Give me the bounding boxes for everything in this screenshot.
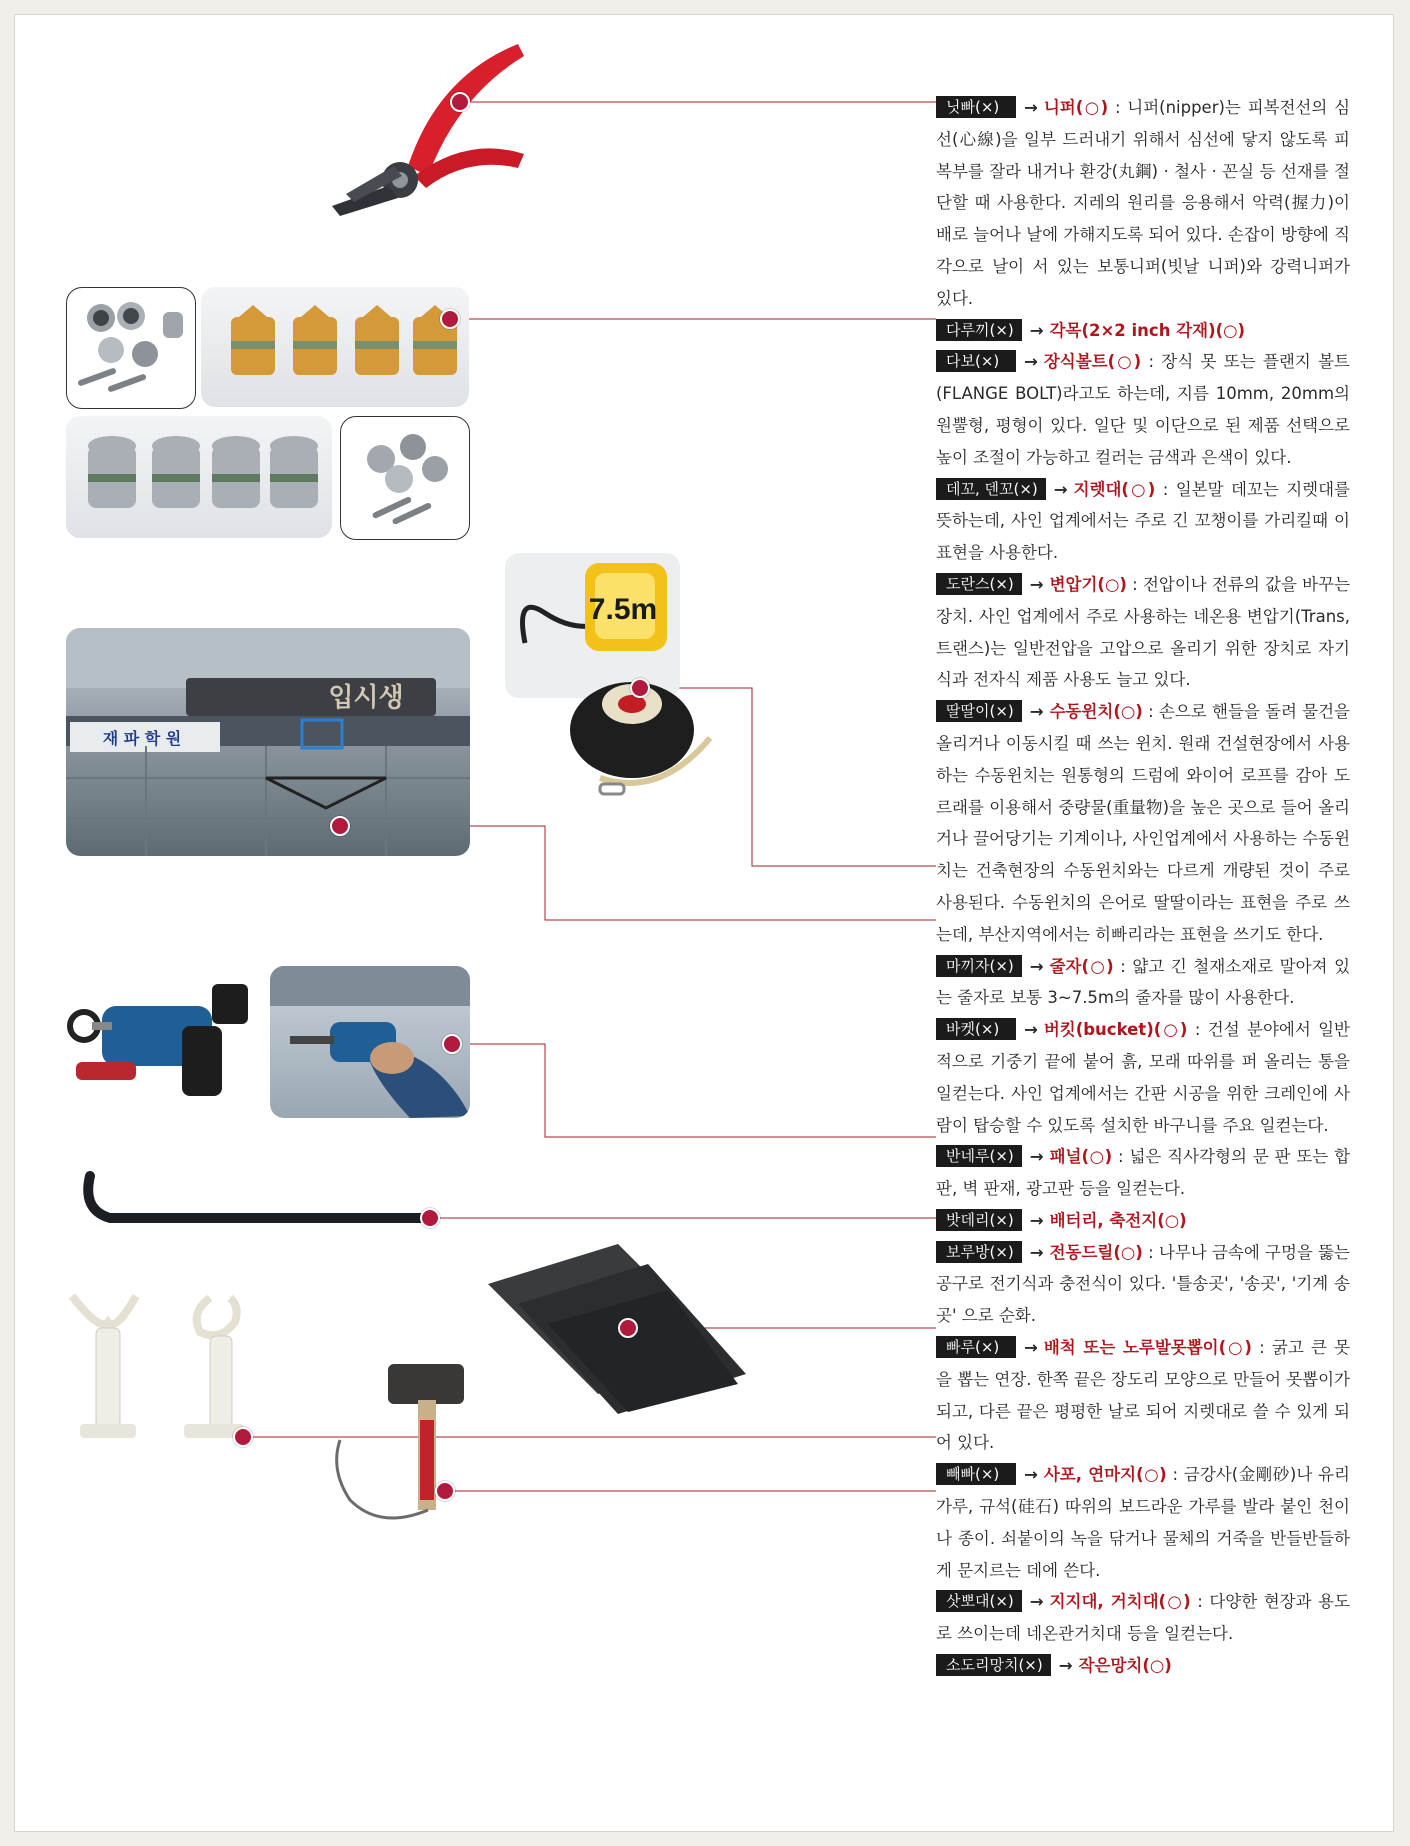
drill-in-use-image (270, 966, 470, 1118)
building-sign: 재 파 학 원 (102, 729, 182, 748)
bolt-marker-dot (440, 309, 460, 329)
arrow: → (1029, 1242, 1044, 1262)
correct-term: 전동드릴(○) (1049, 1242, 1143, 1262)
glossary-list (936, 92, 1350, 1682)
crowbar-marker-dot (420, 1208, 440, 1228)
correct-term: 니퍼(○) (1043, 98, 1109, 117)
correct-term: 버킷(bucket)(○) (1043, 1020, 1188, 1040)
definition: : 나무나 금속에 구멍을 뚫는 공구로 전기식과 충전식이 있다. '틀송곳', '송곳', '기계 송곳' 으로 순화. (936, 1242, 1350, 1326)
glossary-entry (936, 92, 1350, 315)
silver-bolts-image (66, 416, 332, 538)
crowbar-image (70, 1170, 440, 1250)
arrow: → (1024, 98, 1038, 117)
glossary-entry (936, 1650, 1350, 1682)
bolt-parts-image (340, 416, 470, 540)
wrong-term: 데꼬, 덴꼬(×) (936, 478, 1046, 500)
definition: : 니퍼(nipper)는 피복전선의 심선(心線)을 일부 드러내기 위해서 심선에 닿지 않도록 피복부를 잘라 내거나 환강(丸鋼) · 철사 · 꼰실 등 선재를 절단할 때 사용한다. 지레의 원리를 응용해서 악력(握力)이 배로 늘어나 날에 가해지도록 되어 있다. 손잡이 방향에 직각으로 날이 서 있는 보통니퍼(빗날 니퍼)와 강력니퍼가 있다. (936, 98, 1351, 308)
nipper-image (318, 16, 528, 226)
sandpaper-marker-dot (618, 1318, 638, 1338)
definition: : 일본말 데꼬는 지렛대를 뜻하는데, 사인 업계에서는 주로 긴 꼬챙이를 가리킬때 이 표현을 사용한다. (936, 479, 1350, 563)
definition: : 금강사(金剛砂)나 유리 가루, 규석(硅石) 따위의 보드라운 가루를 발라 붙인 천이나 종이. 쇠붙이의 녹을 닦거나 물체의 거죽을 반들반들하게 문지르는 데에 쓴다. (936, 1465, 1350, 1580)
definition: : 전압이나 전류의 값을 바꾸는 장치. 사인 업계에서 주로 사용하는 네온용 변압기(Trans, 트랜스)는 일반전압을 고압으로 올리기 위한 장치로 자기식과 전자식 제품 사용도 늘고 있다. (936, 574, 1351, 690)
glossary-entry (936, 474, 1350, 569)
definition: : 장식 못 또는 플랜지 볼트(FLANGE BOLT)라고도 하는데, 지름 10mm, 20mm의 원뿔형, 평형이 있다. 일단 및 이단으로 된 제품 선택으로 높이 조절이 가능하고 컬러는 금색과 은색이 있다. (936, 352, 1350, 467)
wrong-term: 빠루(×) (936, 1336, 1016, 1358)
wrong-term: 밧데리(×) (936, 1209, 1022, 1231)
arrow: → (1029, 1210, 1044, 1230)
bucket-crane-image (66, 628, 470, 856)
glossary-entry (936, 1459, 1350, 1586)
glossary-entry (936, 569, 1350, 696)
correct-term: 각목(2×2 inch 각재)(○) (1049, 320, 1246, 340)
leader-drill (452, 1044, 936, 1137)
correct-term: 패널(○) (1049, 1147, 1113, 1167)
wrong-term: 보루방(×) (936, 1241, 1022, 1263)
arrow: → (1053, 479, 1068, 499)
arrow: → (1029, 702, 1044, 722)
nipper-marker-dot (450, 92, 470, 112)
gold-bolts-image (201, 287, 469, 407)
glossary-entry (936, 1141, 1350, 1205)
definition: : 넓은 직사각형의 문 판 또는 합판, 벽 판재, 광고판 등을 일컫는다. (936, 1147, 1351, 1199)
wrong-term: 도란스(×) (936, 573, 1022, 595)
hammer-drill-image (62, 966, 262, 1106)
wrong-term: 소도리망치(×) (936, 1654, 1051, 1676)
glossary-entry (936, 951, 1350, 1015)
definition: : 굵고 큰 못을 뽑는 연장. 한쪽 끝은 장도리 모양으로 만들어 못뽑이가 되고, 다른 끝은 평평한 날로 되어 지렛대로 쓸 수 있게 되어 있다. (936, 1338, 1351, 1453)
correct-term: 배터리, 축전지(○) (1049, 1210, 1187, 1230)
wrong-term: 반네루(×) (936, 1145, 1022, 1167)
arrow: → (1029, 574, 1044, 594)
correct-term: 줄자(○) (1049, 956, 1114, 976)
glossary-entry (936, 346, 1350, 473)
sandpaper-image (478, 1244, 746, 1414)
wrong-term: 다보(×) (936, 350, 1016, 372)
definition: : 다양한 현장과 용도로 쓰이는데 네온관거치대 등을 일컫는다. (936, 1592, 1350, 1644)
definition: : 건설 분야에서 일반적으로 기중기 끝에 붙어 흙, 모래 따위를 퍼 올리는 통을 일컫는다. 사인 업계에서는 간판 시공을 위한 크레인에 사람이 탑승할 수 있도록 설치한 바구니를 주요 일컫는다. (936, 1020, 1350, 1135)
correct-term: 장식볼트(○) (1043, 352, 1142, 372)
arrow: → (1029, 1147, 1044, 1167)
bucket-marker-dot (330, 816, 350, 836)
neon-stand-image (60, 1292, 260, 1452)
hammer-image (320, 1360, 470, 1550)
glossary-entry (936, 1014, 1350, 1141)
tape-label: 7.5m (588, 593, 658, 626)
arrow: → (1029, 320, 1044, 340)
wrong-term: 딸딸이(×) (936, 700, 1022, 722)
definition: : 손으로 핸들을 돌려 물건을 올리거나 이동시킬 때 쓰는 윈치. 원래 건설현장에서 사용하는 수동윈치는 원통형의 드럼에 와이어 로프를 감아 도르래를 이용해서 중량물(重量物)을 높은 곳으로 들어 올리거나 끌어당기는 기계이나, 사인업계에서 사용하는 수동윈치는 건축현장의 수동윈치와는 다르게 개량된 것이 주로 사용된다. 수동윈치의 은어로 딸딸이라는 표현을 주로 쓰는데, 부산지역에서는 히빠리라는 표현을 쓰기도 한다. (936, 702, 1351, 944)
wrong-term: 빼빠(×) (936, 1463, 1016, 1485)
wrong-term: 다루끼(×) (936, 319, 1022, 341)
arrow: → (1029, 956, 1044, 976)
definition: : 얇고 긴 철재소재로 말아져 있는 줄자로 보통 3~7.5m의 줄자를 많이 사용한다. (936, 956, 1351, 1008)
correct-term: 지지대, 거치대(○) (1049, 1592, 1191, 1612)
wrong-term: 삿뽀대(×) (936, 1590, 1022, 1612)
wrong-term: 바켓(×) (936, 1018, 1016, 1040)
drill-marker-dot (442, 1034, 462, 1054)
hammer-marker-dot (435, 1481, 455, 1501)
glossary-entry (936, 1237, 1350, 1332)
wrong-term: 닛빠(×) (936, 96, 1016, 118)
correct-term: 지렛대(○) (1073, 479, 1156, 499)
stand-marker-dot (233, 1427, 253, 1447)
arrow: → (1024, 1338, 1038, 1358)
building-big-sign: 입시생 (328, 683, 404, 713)
arrow: → (1058, 1656, 1073, 1676)
tape-marker-dot (630, 678, 650, 698)
glossary-entry (936, 1586, 1350, 1650)
bolt-kit-image (66, 287, 196, 409)
glossary-entry (936, 315, 1350, 347)
correct-term: 배척 또는 노루발못뽑이(○) (1043, 1338, 1252, 1358)
arrow: → (1024, 352, 1038, 372)
glossary-entry (936, 696, 1350, 950)
correct-term: 수동윈치(○) (1049, 702, 1143, 722)
arrow: → (1024, 1020, 1038, 1040)
correct-term: 작은망치(○) (1078, 1656, 1172, 1676)
arrow: → (1029, 1592, 1044, 1612)
correct-term: 변압기(○) (1049, 574, 1127, 594)
arrow: → (1024, 1465, 1038, 1485)
correct-term: 사포, 연마지(○) (1043, 1465, 1167, 1485)
wrong-term: 마끼자(×) (936, 955, 1022, 977)
glossary-entry (936, 1332, 1350, 1459)
glossary-entry (936, 1205, 1350, 1237)
